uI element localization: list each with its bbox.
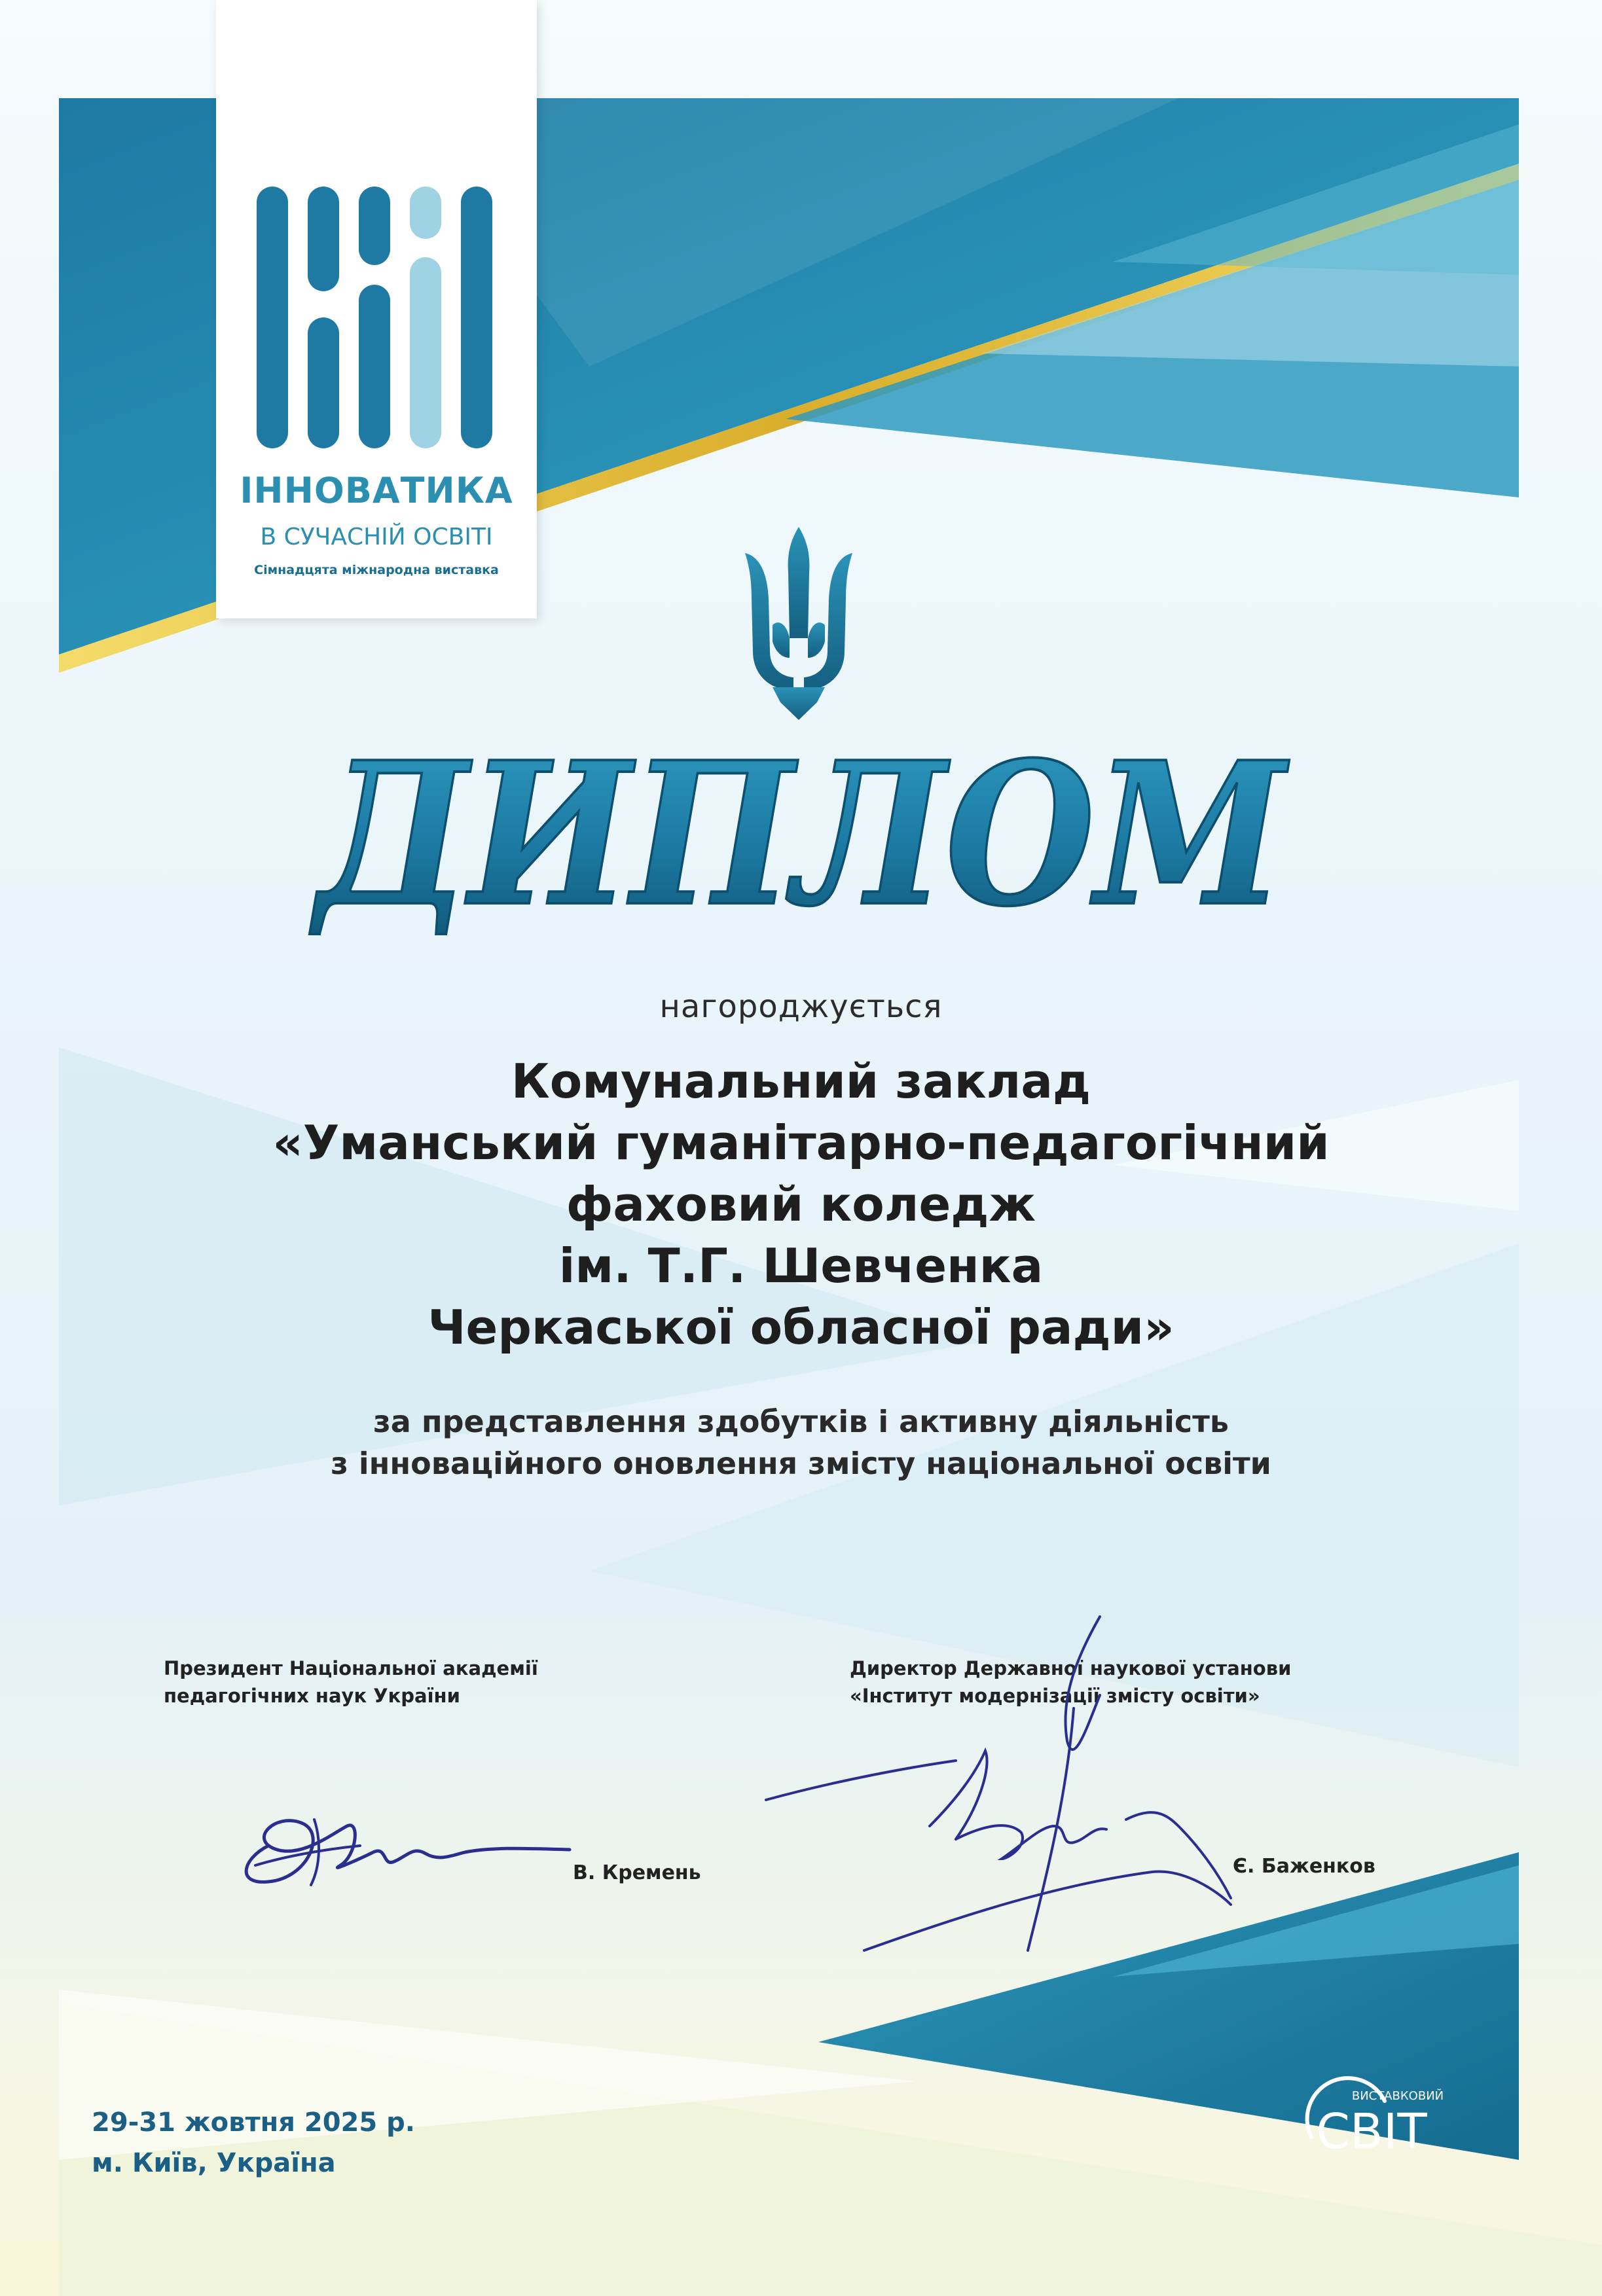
signature-right <box>759 1610 1277 1990</box>
svit-organizer-logo <box>1293 2075 1450 2160</box>
logo-caption: Сімнадцята міжнародна виставка <box>254 563 499 577</box>
signature-left <box>229 1793 596 1898</box>
diploma-title <box>0 726 1602 949</box>
logo-title: ІННОВАТИКА <box>240 470 513 511</box>
trident-icon <box>733 527 864 720</box>
signatory-left-title-line: педагогічних наук України <box>164 1685 460 1707</box>
recipient-line: фаховий коледж <box>566 1177 1036 1232</box>
signatory-right-title-line: «Інститут модернізації змісту освіти» <box>850 1685 1260 1707</box>
recipient-line: «Уманський гуманітарно-педагогічний <box>272 1115 1330 1170</box>
award-reason <box>0 1401 1602 1484</box>
recipient-line: Черкаської обласної ради» <box>428 1300 1174 1355</box>
signatory-right-name: Є. Баженков <box>1233 1855 1375 1878</box>
reason-line: з інноваційного оновлення змісту національної освіти <box>331 1446 1271 1481</box>
event-info <box>92 2102 415 2183</box>
signatory-right-title-line: Директор Державної наукової установи <box>850 1657 1292 1679</box>
event-location: м. Київ, Україна <box>92 2148 336 2178</box>
recipient-block <box>0 1050 1602 1358</box>
svit-logo-small-text: ВИСТАВКОВИЙ <box>1351 2089 1444 2103</box>
reason-line: за представлення здобутків і активну діяльність <box>373 1404 1229 1439</box>
recipient-line: Комунальний заклад <box>511 1054 1091 1109</box>
signatory-left-title-line: Президент Національної академії <box>164 1657 538 1679</box>
award-verb: нагороджується <box>659 988 943 1025</box>
innovatyka-logo-icon <box>257 187 496 448</box>
exhibition-logo-card <box>216 0 537 619</box>
logo-subtitle: В СУЧАСНІЙ ОСВІТІ <box>260 524 493 550</box>
svit-logo-big-text: СВІТ <box>1316 2104 1427 2160</box>
signatory-left-title <box>164 1655 538 1710</box>
signatory-left-name: В. Кремень <box>573 1861 701 1884</box>
recipient-line: ім. Т.Г. Шевченка <box>558 1238 1044 1293</box>
diploma-title-text: ДИПЛОМ <box>308 726 1291 949</box>
event-dates: 29-31 жовтня 2025 р. <box>92 2108 415 2138</box>
